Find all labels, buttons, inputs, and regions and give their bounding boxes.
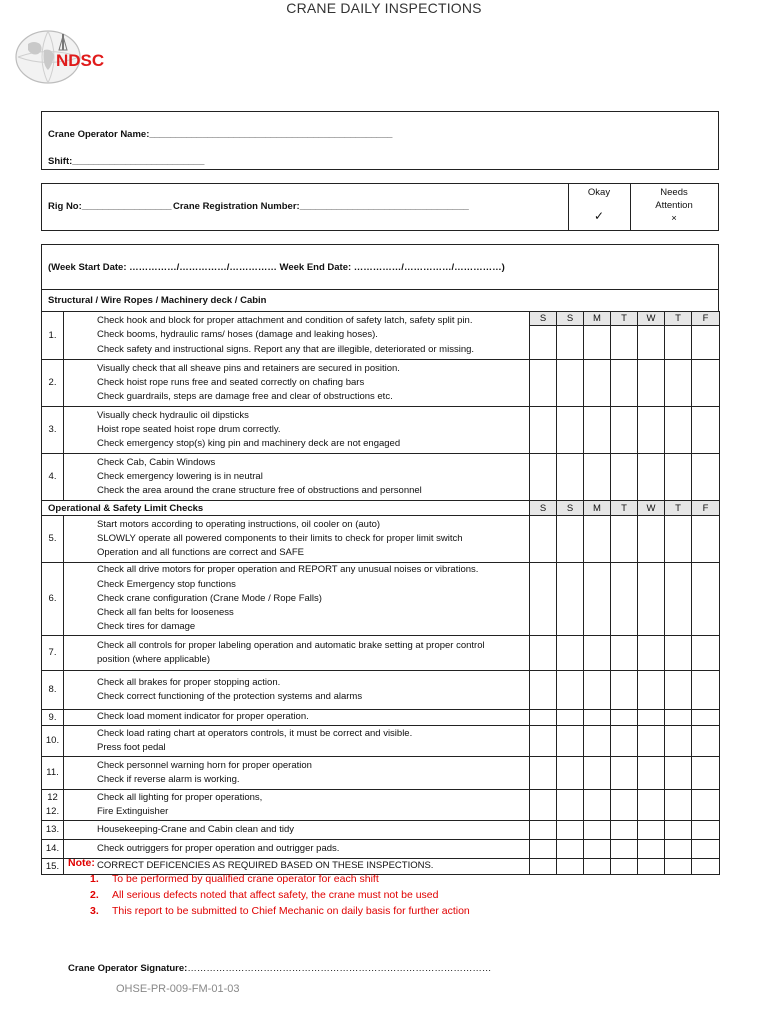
note-item [90, 887, 470, 903]
check-cell[interactable] [611, 516, 638, 563]
check-cell[interactable] [692, 790, 720, 821]
table-row [42, 312, 720, 360]
table-row [42, 726, 720, 757]
check-cell[interactable] [584, 821, 611, 840]
check-cell[interactable] [557, 840, 584, 859]
check-cell[interactable] [530, 840, 557, 859]
check-cell[interactable] [665, 859, 692, 875]
day-header: W [638, 312, 664, 326]
day-header: T [611, 501, 638, 516]
item-line: Start motors according to operating instructions, oil cooler on (auto) [97, 518, 381, 530]
check-cell[interactable] [665, 407, 692, 454]
section-title-structural: Structural / Wire Ropes / Machinery deck / Cabin [48, 295, 267, 306]
section-title: Operational & Safety Limit Checks [42, 501, 530, 516]
item-number: 1. [42, 312, 64, 360]
item-description [64, 516, 530, 563]
item-line: Check load moment indicator for proper operation. [97, 711, 309, 723]
item-line: Check all fan belts for looseness [97, 607, 234, 619]
item-number: 12 12. [42, 790, 64, 821]
check-cell[interactable] [638, 840, 665, 859]
item-line: SLOWLY operate all powered components to their limits to check for proper limit switch [97, 532, 463, 544]
check-cell[interactable] [638, 636, 665, 671]
inspection-checklist-table [41, 311, 720, 875]
check-cell[interactable] [611, 563, 638, 636]
check-cell[interactable] [557, 710, 584, 726]
table-row [42, 360, 720, 407]
check-cell[interactable] [638, 454, 665, 501]
item-line: Hoist rope seated hoist rope drum correctly. [97, 423, 281, 435]
day-header: S [557, 501, 584, 516]
rig-info-box [41, 183, 719, 231]
item-line: Check hoist rope runs free and seated correctly on chafing bars [97, 376, 365, 388]
check-cell[interactable] [665, 516, 692, 563]
table-row [42, 757, 720, 790]
check-cell[interactable] [584, 757, 611, 790]
check-cell[interactable] [692, 360, 720, 407]
check-cell[interactable] [692, 563, 720, 636]
day-header: F [692, 501, 720, 516]
check-cell[interactable] [557, 671, 584, 710]
check-cell[interactable] [665, 636, 692, 671]
shift-field[interactable]: Shift:_________________________ [48, 156, 205, 167]
check-cell[interactable] [557, 454, 584, 501]
item-line: CORRECT DEFICENCIES AS REQUIRED BASED ON THESE INSPECTIONS. [97, 860, 434, 872]
check-cell[interactable] [638, 859, 665, 875]
check-cell[interactable] [638, 757, 665, 790]
item-number: 15. [42, 859, 64, 875]
check-cell[interactable] [665, 757, 692, 790]
section-header-row [42, 501, 720, 516]
item-description [64, 671, 530, 710]
check-cell[interactable] [611, 821, 638, 840]
check-cell[interactable] [530, 454, 557, 501]
item-description [64, 407, 530, 454]
check-cell[interactable] [692, 516, 720, 563]
item-description [64, 757, 530, 790]
item-line: Check guardrails, steps are damage free and clear of obstructions etc. [97, 391, 393, 403]
form-code: OHSE-PR-009-FM-01-03 [116, 983, 240, 995]
note-number: 3. [90, 905, 99, 917]
signature-field[interactable] [68, 963, 491, 974]
check-cell[interactable] [665, 790, 692, 821]
item-line: Check personnel warning horn for proper operation [97, 759, 312, 771]
note-item [90, 903, 470, 919]
signature-label: Crane Operator Signature: [68, 963, 188, 974]
item-number: 10. [42, 726, 64, 757]
check-cell[interactable] [584, 790, 611, 821]
check-cell[interactable] [611, 840, 638, 859]
check-cell[interactable] [611, 859, 638, 875]
check-cell[interactable] [530, 821, 557, 840]
note-item [90, 871, 470, 887]
note-text: This report to be submitted to Chief Mechanic on daily basis for further action [112, 905, 470, 917]
operator-name-field[interactable]: Crane Operator Name:______________________________________________ [48, 129, 393, 140]
check-cell[interactable] [638, 516, 665, 563]
check-cell[interactable] [638, 671, 665, 710]
check-cell[interactable] [665, 726, 692, 757]
table-row [42, 790, 720, 821]
item-line: Housekeeping-Crane and Cabin clean and tidy [97, 823, 294, 835]
item-number: 9. [42, 710, 64, 726]
check-cell[interactable] [692, 454, 720, 501]
check-cell[interactable] [557, 360, 584, 407]
check-cell[interactable] [530, 757, 557, 790]
item-description [64, 821, 530, 840]
notes-title: Note: [68, 857, 95, 869]
logo-wordmark: NDSC [56, 51, 105, 70]
check-cell[interactable] [638, 726, 665, 757]
check-cell[interactable] [692, 671, 720, 710]
item-number: 2. [42, 360, 64, 407]
day-header: T [665, 501, 692, 516]
check-cell[interactable] [584, 636, 611, 671]
item-number: 5. [42, 516, 64, 563]
check-cell[interactable] [692, 859, 720, 875]
item-line: position (where applicable) [97, 654, 211, 665]
check-cell[interactable] [530, 710, 557, 726]
item-line: Fire Extinguisher [97, 806, 169, 817]
check-cell[interactable] [692, 757, 720, 790]
note-number: 2. [90, 889, 99, 901]
check-cell[interactable] [665, 360, 692, 407]
check-cell[interactable] [584, 454, 611, 501]
item-line: Check emergency stop(s) king pin and machinery deck are not engaged [97, 438, 401, 450]
rig-number-field[interactable]: Rig No:_________________ [48, 201, 172, 212]
item-line: Check the area around the crane structure free of obstructions and personnel [97, 485, 422, 497]
note-text: All serious defects noted that affect safety, the crane must not be used [112, 889, 439, 901]
table-row [42, 710, 720, 726]
check-cell[interactable] [530, 516, 557, 563]
check-cell[interactable] [530, 790, 557, 821]
day-header: S [530, 501, 557, 516]
check-cell[interactable] [557, 312, 584, 360]
check-cell[interactable] [692, 710, 720, 726]
item-number: 11. [42, 757, 64, 790]
item-number: 3. [42, 407, 64, 454]
item-line: Check Cab, Cabin Windows [97, 456, 216, 468]
item-line: Check correct functioning of the protection systems and alarms [97, 691, 363, 702]
item-line: Check Emergency stop functions [97, 578, 236, 590]
week-header-box [41, 244, 719, 312]
table-row [42, 821, 720, 840]
item-line: Check all lighting for proper operations, [97, 791, 263, 803]
item-line: Visually check hydraulic oil dipsticks [97, 409, 249, 421]
item-description [64, 710, 530, 726]
item-line: Check safety and instructional signs. Report any that are illegible, deteriorated or missing. [97, 343, 475, 355]
check-cell[interactable] [665, 821, 692, 840]
item-description [64, 790, 530, 821]
item-line: Check booms, hydraulic rams/ hoses (damage and leaking hoses). [97, 329, 378, 341]
operator-info-box [41, 111, 719, 170]
item-description [64, 563, 530, 636]
check-cell[interactable] [692, 312, 720, 360]
item-line: Check all drive motors for proper operation and REPORT any unusual noises or vibrations. [97, 564, 479, 576]
item-description [64, 726, 530, 757]
day-header: M [584, 312, 610, 326]
week-divider [42, 289, 718, 290]
check-cell[interactable] [584, 312, 611, 360]
item-line: Visually check that all sheave pins and retainers are secured in position. [97, 362, 400, 374]
check-cell[interactable] [692, 840, 720, 859]
table-row [42, 407, 720, 454]
check-cell[interactable] [692, 726, 720, 757]
check-cell[interactable] [638, 407, 665, 454]
item-number: 8. [42, 671, 64, 710]
check-cell[interactable] [584, 710, 611, 726]
check-cell[interactable] [557, 407, 584, 454]
check-cell[interactable] [638, 563, 665, 636]
check-cell[interactable] [611, 636, 638, 671]
check-cell[interactable] [557, 790, 584, 821]
check-cell[interactable] [584, 726, 611, 757]
table-row [42, 454, 720, 501]
table-row [42, 840, 720, 859]
check-cell[interactable] [530, 407, 557, 454]
needs-label: Needs [660, 187, 688, 198]
table-row [42, 563, 720, 636]
check-cell[interactable] [557, 726, 584, 757]
check-cell[interactable] [530, 563, 557, 636]
day-header: F [692, 312, 719, 326]
check-cell[interactable] [665, 312, 692, 360]
item-number: 14. [42, 840, 64, 859]
check-cell[interactable] [692, 636, 720, 671]
check-cell[interactable] [638, 821, 665, 840]
check-cell[interactable] [557, 516, 584, 563]
item-description [64, 454, 530, 501]
note-number: 1. [90, 873, 99, 885]
day-header: S [530, 312, 556, 326]
item-line: Check all controls for proper labeling operation and automatic brake setting at proper control [97, 639, 485, 651]
check-cell[interactable] [692, 407, 720, 454]
table-row [42, 671, 720, 710]
item-number: 4. [42, 454, 64, 501]
check-cell[interactable] [638, 360, 665, 407]
check-cell[interactable] [530, 859, 557, 875]
check-cell[interactable] [611, 360, 638, 407]
table-row [42, 636, 720, 671]
check-cell[interactable] [638, 312, 665, 360]
item-line: Check load rating chart at operators controls, it must be correct and visible. [97, 727, 413, 739]
company-logo [14, 28, 106, 86]
check-cell[interactable] [584, 563, 611, 636]
item-number: 13. [42, 821, 64, 840]
item-description [64, 360, 530, 407]
check-cell[interactable] [557, 821, 584, 840]
item-number: 6. [42, 563, 64, 636]
item-line: Check emergency lowering is in neutral [97, 470, 263, 482]
item-line: Operation and all functions are correct and SAFE [97, 547, 305, 559]
page-title: CRANE DAILY INSPECTIONS [286, 0, 482, 16]
check-cell[interactable] [611, 710, 638, 726]
item-line: Check all brakes for proper stopping action. [97, 676, 281, 688]
check-cell[interactable] [557, 757, 584, 790]
check-cell[interactable] [638, 710, 665, 726]
day-header: T [611, 312, 637, 326]
check-cell[interactable] [611, 671, 638, 710]
check-cell[interactable] [530, 671, 557, 710]
item-description [64, 312, 530, 360]
check-cell[interactable] [665, 563, 692, 636]
check-cell[interactable] [665, 671, 692, 710]
check-cell[interactable] [530, 312, 557, 360]
item-number: 7. [42, 636, 64, 671]
check-cell[interactable] [611, 757, 638, 790]
check-cell[interactable] [665, 454, 692, 501]
item-description [64, 840, 530, 859]
check-cell[interactable] [584, 671, 611, 710]
globe-logo-icon [14, 28, 106, 86]
check-cell[interactable] [611, 312, 638, 360]
table-row [42, 516, 720, 563]
signature-line[interactable]: …………………………………………………………………………………… [187, 963, 492, 974]
check-cell[interactable] [530, 360, 557, 407]
check-cell[interactable] [584, 516, 611, 563]
item-line: Check hook and block for proper attachment and condition of safety latch, safety split pin. [97, 315, 473, 327]
check-cell[interactable] [611, 790, 638, 821]
notes-block [66, 857, 470, 919]
item-description [64, 636, 530, 671]
week-date-line[interactable]: (Week Start Date: ……………/……………/…………… Week End Date: ……………/……………/……………) [48, 262, 505, 273]
check-cell[interactable] [557, 636, 584, 671]
check-cell[interactable] [665, 840, 692, 859]
check-cell[interactable] [584, 859, 611, 875]
item-line: Check tires for damage [97, 621, 196, 633]
check-cell[interactable] [584, 407, 611, 454]
item-line: Press foot pedal [97, 742, 166, 753]
check-cell[interactable] [557, 859, 584, 875]
attention-cross-icon: × [671, 213, 677, 224]
item-line: Check crane configuration (Crane Mode / Rope Falls) [97, 592, 322, 604]
check-cell[interactable] [530, 726, 557, 757]
okay-label: Okay [587, 187, 611, 198]
check-cell[interactable] [665, 710, 692, 726]
day-header: M [584, 501, 611, 516]
check-cell[interactable] [638, 790, 665, 821]
okay-check-icon: ✓ [593, 209, 605, 223]
day-header: T [665, 312, 691, 326]
crane-registration-field[interactable]: Crane Registration Number:________________________________ [173, 201, 469, 212]
check-cell[interactable] [611, 454, 638, 501]
check-cell[interactable] [611, 726, 638, 757]
check-cell[interactable] [584, 840, 611, 859]
attention-label: Attention [655, 200, 693, 211]
check-cell[interactable] [611, 407, 638, 454]
check-cell[interactable] [692, 821, 720, 840]
note-text: To be performed by qualified crane operator for each shift [112, 873, 379, 885]
check-cell[interactable] [584, 360, 611, 407]
day-header: W [638, 501, 665, 516]
day-header: S [557, 312, 583, 326]
item-line: Check outriggers for proper operation and outrigger pads. [97, 842, 340, 854]
check-cell[interactable] [557, 563, 584, 636]
item-line: Check if reverse alarm is working. [97, 774, 240, 785]
check-cell[interactable] [530, 636, 557, 671]
